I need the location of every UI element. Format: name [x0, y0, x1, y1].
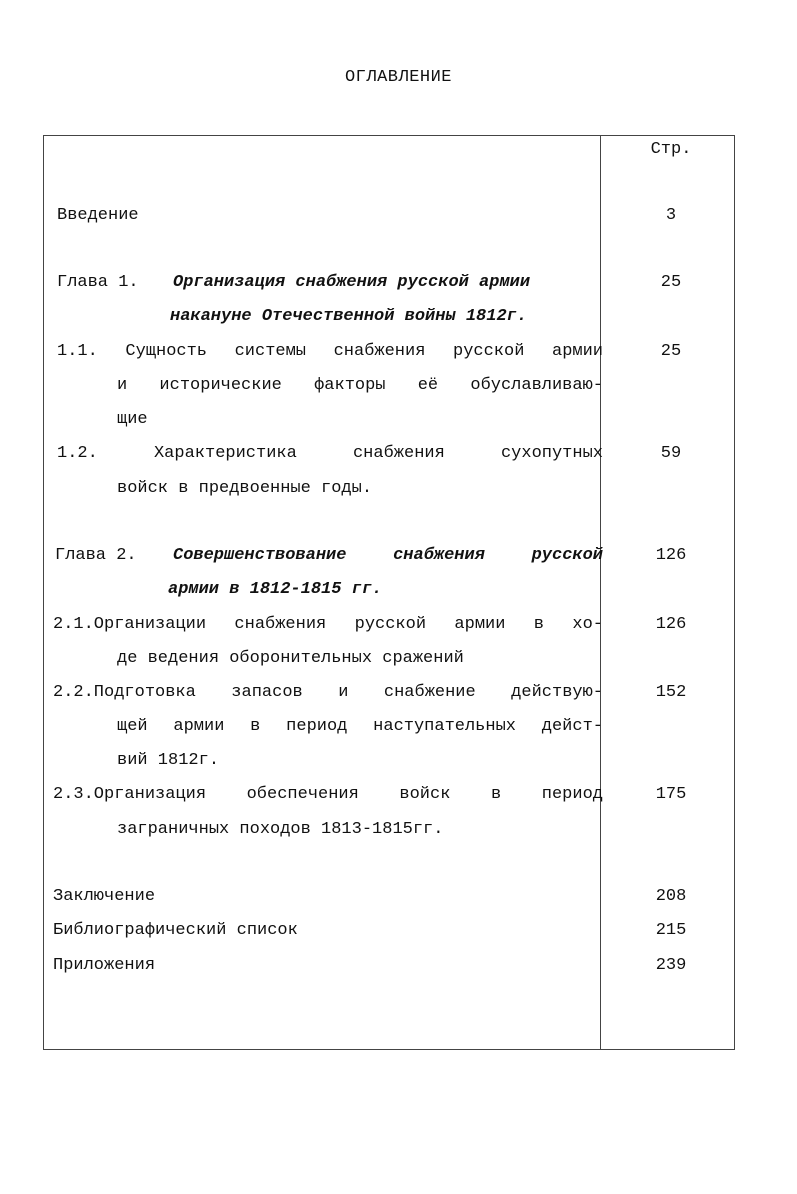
- toc-entry-label: Приложения: [53, 956, 156, 975]
- chapter-prefix: Глава 1.: [57, 273, 139, 292]
- toc-entry-page: 25: [660, 342, 682, 361]
- toc-entry-label: Библиографический список: [53, 921, 298, 940]
- toc-entry-page: 152: [655, 683, 687, 702]
- toc-entry-page: 59: [660, 444, 682, 463]
- section-line: де ведения оборонительных сражений: [117, 649, 464, 668]
- toc-entry-page: 3: [665, 206, 677, 225]
- section-line: 2.3.Организация обеспечения войск в период: [53, 785, 603, 804]
- section-line: вий 1812г.: [117, 751, 220, 770]
- toc-entry-page: 126: [655, 615, 687, 634]
- section-line: щие: [117, 410, 148, 429]
- toc-entry-page: 126: [655, 546, 687, 565]
- section-line: 1.2. Характеристика снабжения сухопутных: [57, 444, 603, 463]
- section-line: щей армии в период наступательных дейст-: [117, 717, 603, 736]
- section-line: 2.1.Организации снабжения русской армии в хо-: [53, 615, 603, 634]
- page-title: ОГЛАВЛЕНИЕ: [344, 68, 453, 87]
- chapter-prefix: Глава 2.: [55, 546, 137, 565]
- toc-entry-page: 25: [660, 273, 682, 292]
- page-column-header: Стр.: [650, 140, 692, 159]
- chapter-title-line: накануне Отечественной войны 1812г.: [170, 307, 528, 326]
- toc-entry-page: 208: [655, 887, 687, 906]
- column-divider: [600, 135, 601, 1050]
- toc-entry-page: 175: [655, 785, 687, 804]
- chapter-title-line: Совершенствование снабжения русской: [173, 546, 603, 565]
- toc-entry-page: 215: [655, 921, 687, 940]
- section-line: войск в предвоенные годы.: [117, 479, 373, 498]
- section-line: 1.1. Сущность системы снабжения русской армии: [57, 342, 603, 361]
- section-line: и исторические факторы её обуславливаю-: [117, 376, 603, 395]
- section-line: заграничных походов 1813-1815гг.: [117, 820, 444, 839]
- toc-entry-page: 239: [655, 956, 687, 975]
- chapter-title-line: Организация снабжения русской армии: [173, 273, 531, 292]
- chapter-title-line: армии в 1812-1815 гг.: [168, 580, 383, 599]
- toc-entry-label: Введение: [57, 206, 139, 225]
- section-line: 2.2.Подготовка запасов и снабжение действую-: [53, 683, 603, 702]
- toc-entry-label: Заключение: [53, 887, 156, 906]
